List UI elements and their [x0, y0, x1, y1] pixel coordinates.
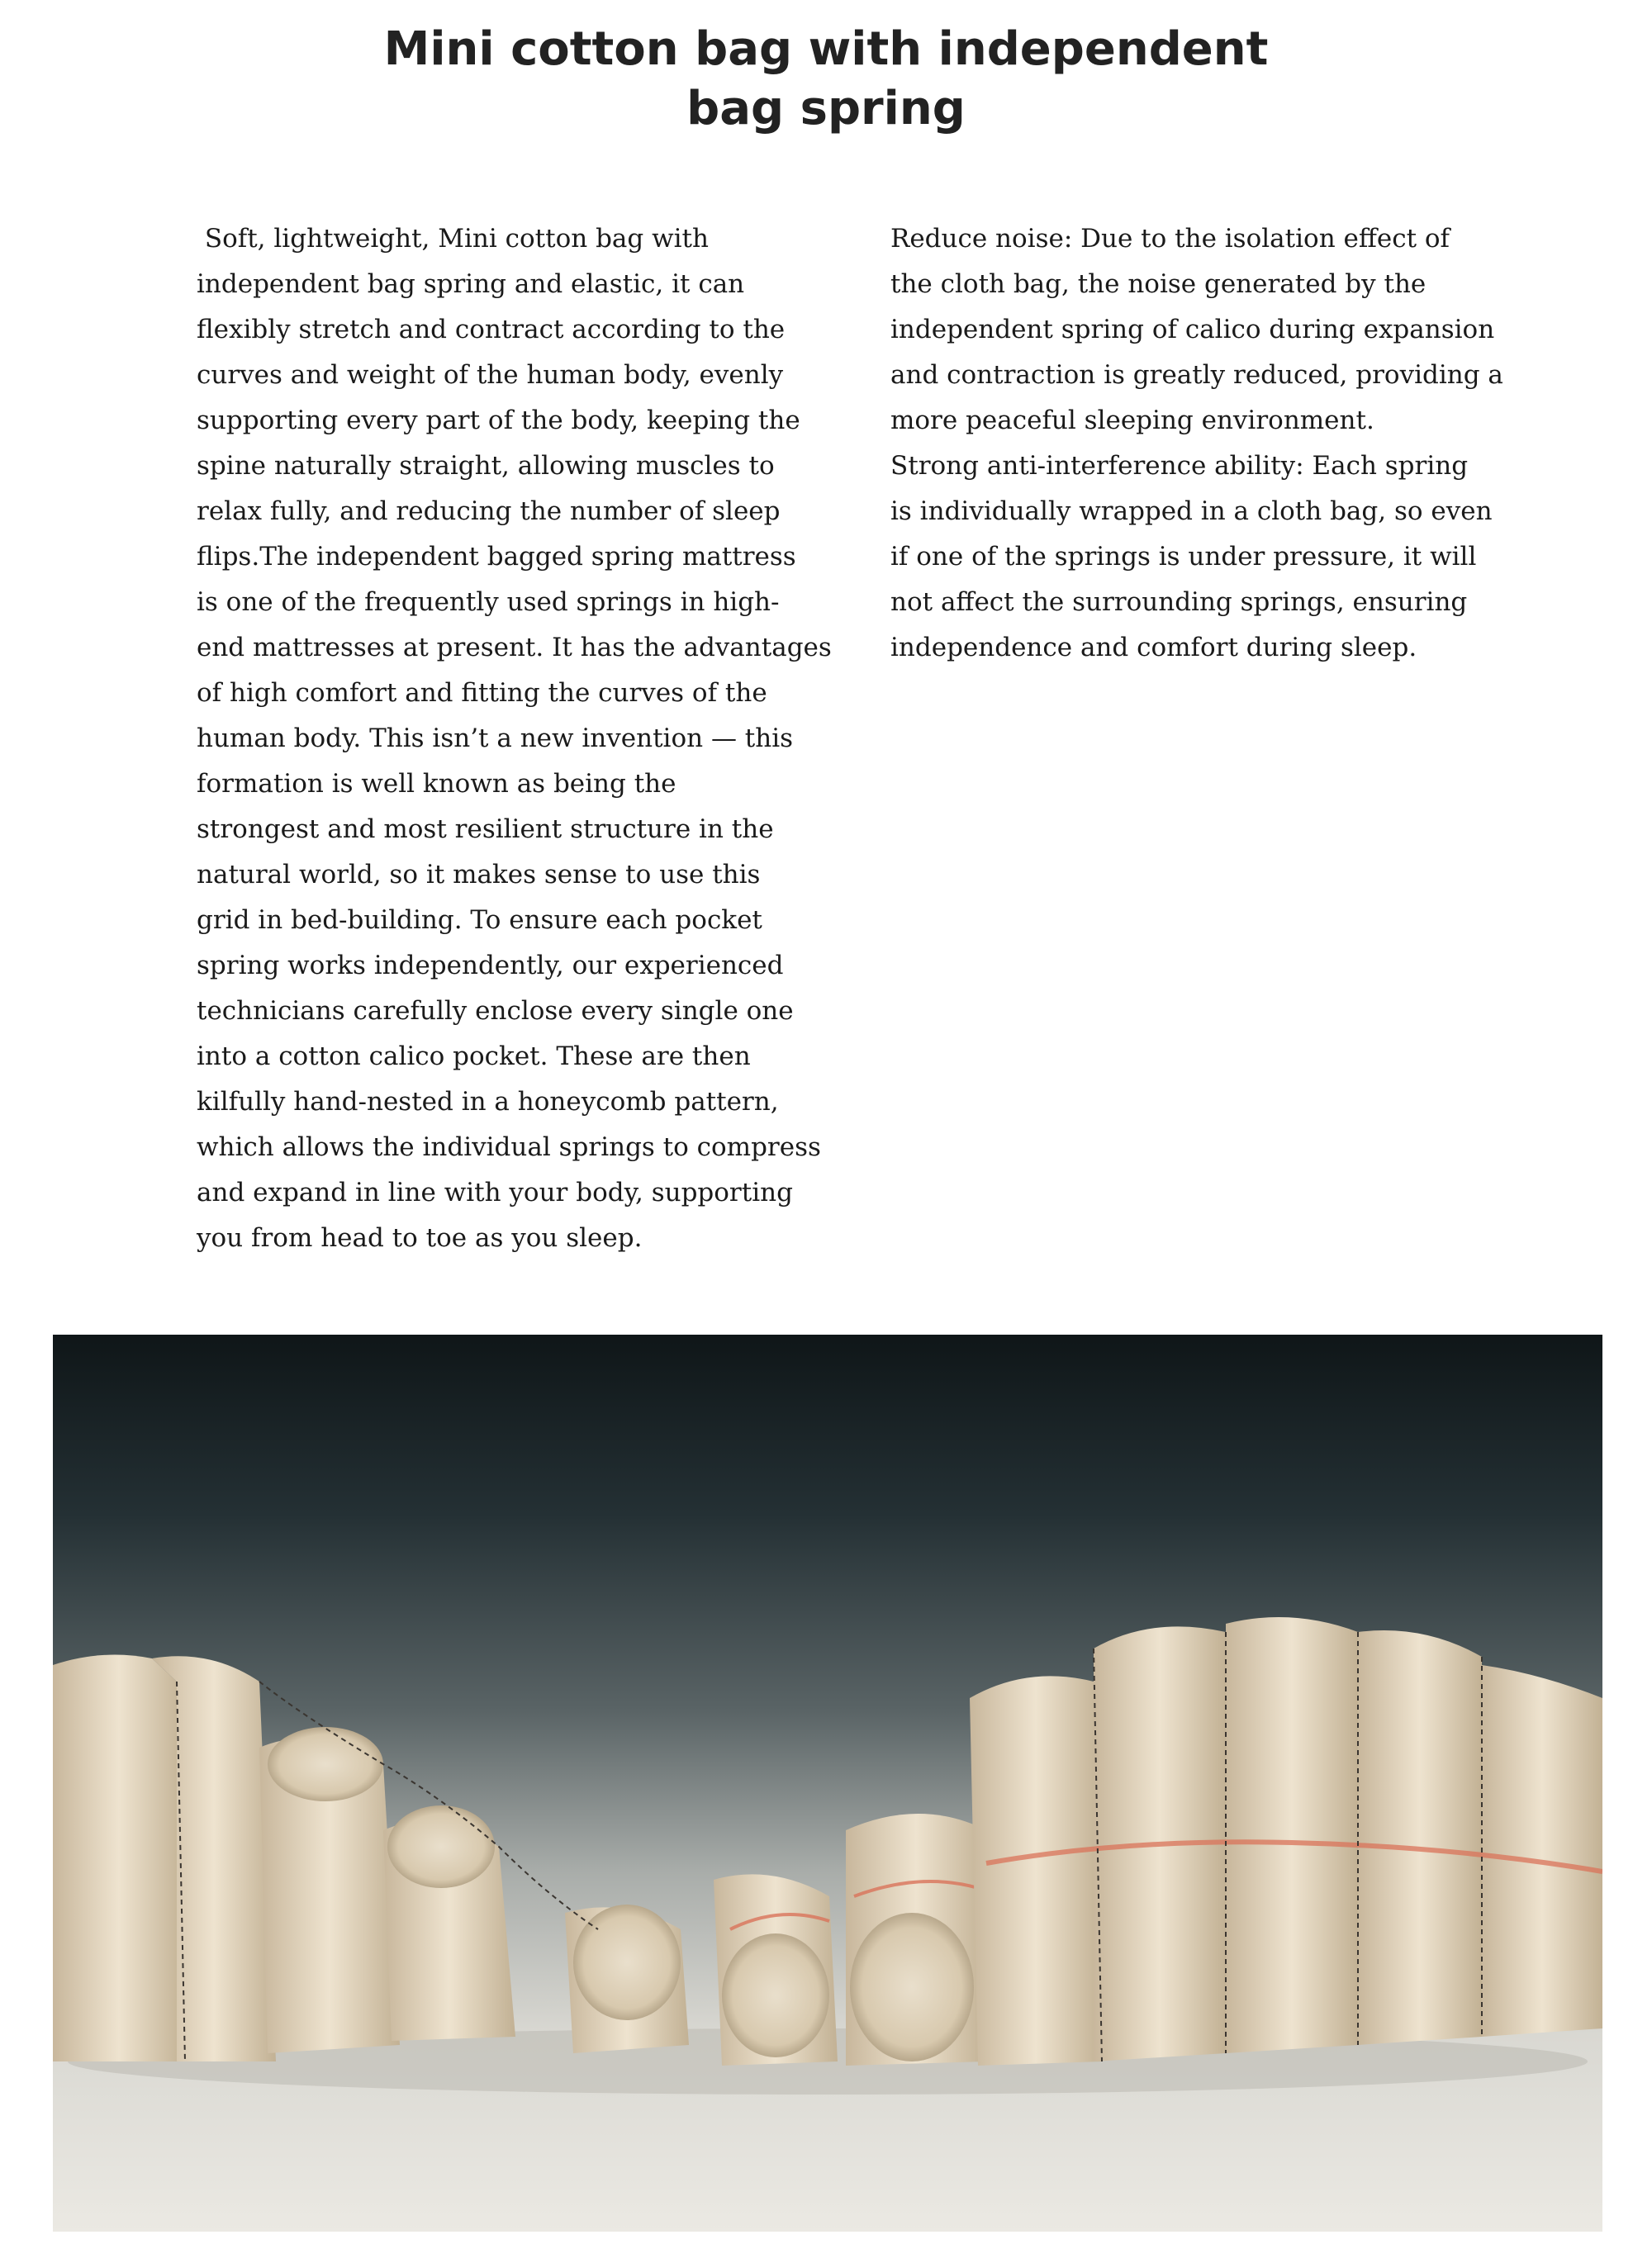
text-line: which allows the individual springs to compress [197, 1132, 821, 1162]
right-text-column [890, 216, 1503, 671]
title-line-1: Mini cotton bag with independent [383, 22, 1269, 76]
left-text-column [197, 216, 832, 1261]
text-line: Strong anti-interference ability: Each spring [890, 451, 1469, 481]
text-line: independent bag spring and elastic, it can [197, 269, 745, 299]
page-title [0, 20, 1652, 139]
text-line: curves and weight of the human body, evenly [197, 360, 784, 390]
text-line: of high comfort and fitting the curves of the [197, 678, 767, 708]
text-line: Soft, lightweight, Mini cotton bag with [197, 224, 709, 254]
text-line: independent spring of calico during expansion [890, 315, 1495, 344]
text-line: and contraction is greatly reduced, providing a [890, 360, 1503, 390]
left-spring-cluster [53, 1655, 515, 2062]
text-line: is one of the frequently used springs in high- [197, 587, 780, 617]
text-line: natural world, so it makes sense to use this [197, 860, 761, 890]
middle-spring-cluster [565, 1814, 986, 2066]
text-line: formation is well known as being the [197, 769, 676, 799]
text-line: relax fully, and reducing the number of sleep [197, 496, 781, 526]
text-line: flexibly stretch and contract according to the [197, 315, 786, 344]
text-line: kilfully hand-nested in a honeycomb pattern, [197, 1087, 779, 1117]
text-line: technicians carefully enclose every single one [197, 996, 794, 1026]
text-line: spine naturally straight, allowing muscles to [197, 451, 775, 481]
text-line: more peaceful sleeping environment. [890, 406, 1374, 435]
text-line: not affect the surrounding springs, ensuring [890, 587, 1468, 617]
text-line: if one of the springs is under pressure, it will [890, 542, 1477, 572]
text-line: supporting every part of the body, keeping the [197, 406, 800, 435]
text-line: you from head to toe as you sleep. [197, 1223, 643, 1253]
right-spring-cluster [970, 1617, 1602, 2066]
text-line: strongest and most resilient structure in the [197, 814, 774, 844]
text-line: and expand in line with your body, supporting [197, 1178, 793, 1207]
text-line: flips.The independent bagged spring mattress [197, 542, 796, 572]
text-line: spring works independently, our experienced [197, 951, 784, 980]
text-line: human body. This isn’t a new invention — this [197, 723, 794, 753]
text-line: independence and comfort during sleep. [890, 633, 1417, 662]
text-line: is individually wrapped in a cloth bag, so even [890, 496, 1493, 526]
text-line: Reduce noise: Due to the isolation effect of [890, 224, 1450, 254]
text-line: grid in bed-building. To ensure each pocket [197, 905, 762, 935]
title-line-2: bag spring [686, 82, 966, 135]
text-line: into a cotton calico pocket. These are then [197, 1041, 751, 1071]
text-line: the cloth bag, the noise generated by the [890, 269, 1427, 299]
spring-coil-photo [53, 1335, 1602, 2232]
text-line: end mattresses at present. It has the advantages [197, 633, 832, 662]
